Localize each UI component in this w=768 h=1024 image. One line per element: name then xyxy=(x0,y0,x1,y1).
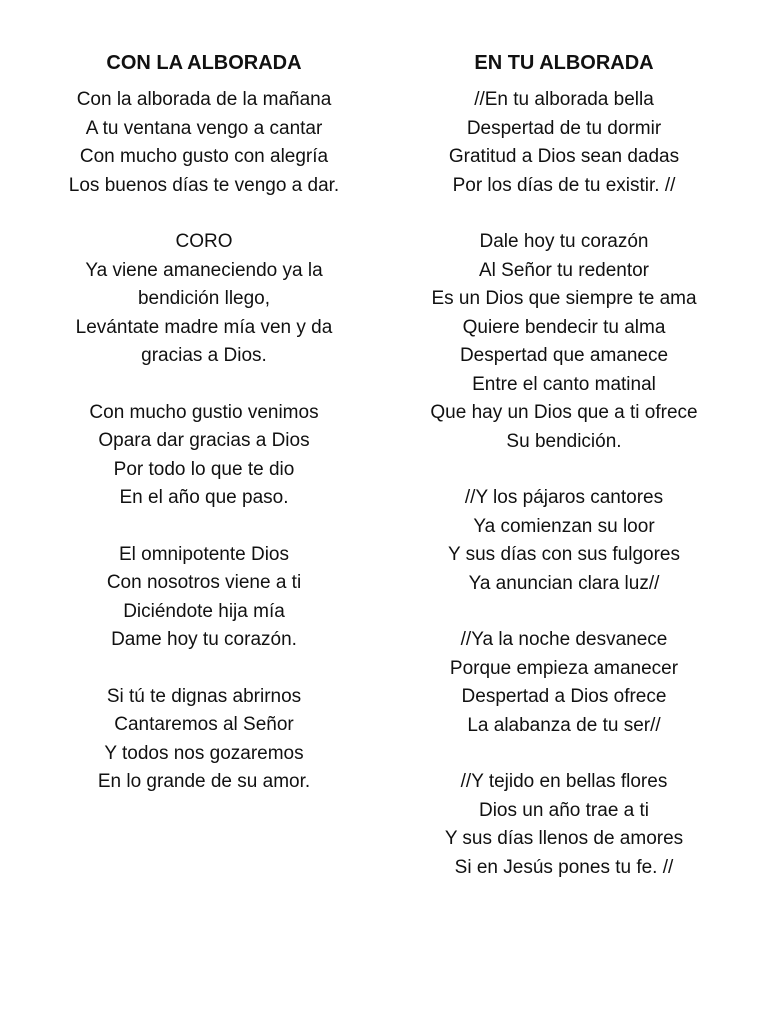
lyric-line: Ya comienzan su loor xyxy=(473,515,655,537)
lyric-line: Con mucho gustio venimos xyxy=(89,401,319,423)
lyric-line: Si tú te dignas abrirnos xyxy=(106,685,302,707)
lyric-line: Si en Jesús pones tu fe. // xyxy=(454,856,674,878)
lyric-line: Y sus días con sus fulgores xyxy=(448,544,680,565)
lyric-line: El omnipotente Dios xyxy=(118,543,290,565)
lyric-line: Y sus días llenos de amores xyxy=(444,828,684,849)
lyric-line: Por todo lo que te dio xyxy=(113,458,295,480)
stanza xyxy=(372,626,756,740)
stanza xyxy=(12,86,396,200)
song-title-right: EN TU ALBORADA xyxy=(474,52,654,74)
lyric-line: Los buenos días te vengo a dar. xyxy=(68,174,340,196)
lyric-line: Dale hoy tu corazón xyxy=(479,231,649,252)
lyric-line: Su bendición. xyxy=(506,430,622,452)
song-title-left: CON LA ALBORADA xyxy=(106,52,302,74)
lyric-line: Dios un año trae a ti xyxy=(478,799,650,821)
lyric-line: //Y tejido en bellas flores xyxy=(460,771,668,792)
lyric-line: CORO xyxy=(175,231,233,252)
stanza xyxy=(12,541,396,655)
song-column-left xyxy=(12,48,396,825)
lyric-line: bendición llego, xyxy=(137,288,271,309)
lyric-line: Opara dar gracias a Dios xyxy=(98,430,310,451)
lyric-line: //Y los pájaros cantores xyxy=(464,487,664,508)
song-column-right xyxy=(372,48,756,910)
lyric-line: Levántate madre mía ven y da xyxy=(75,316,333,338)
stanza xyxy=(12,399,396,513)
lyric-line: Gratitud a Dios sean dadas xyxy=(448,146,680,167)
lyric-line: Es un Dios que siempre te ama xyxy=(431,288,697,309)
lyric-line: Despertad que amanece xyxy=(459,345,669,366)
lyric-line: Despertad de tu dormir xyxy=(466,117,662,139)
lyric-line: gracias a Dios. xyxy=(141,345,267,366)
stanzas-right xyxy=(372,86,756,882)
lyric-line: Ya viene amaneciendo ya la xyxy=(85,259,323,281)
stanza xyxy=(372,228,756,456)
lyric-line: //En tu alborada bella xyxy=(474,89,654,110)
stanza xyxy=(12,683,396,797)
lyric-line: //Ya la noche desvanece xyxy=(460,629,668,650)
stanza xyxy=(12,228,396,371)
stanzas-left xyxy=(12,86,396,797)
lyric-line: Porque empieza amanecer xyxy=(449,657,679,679)
stanza xyxy=(372,86,756,200)
lyric-line: Ya anuncian clara luz// xyxy=(468,572,660,594)
stanza xyxy=(372,484,756,598)
lyric-line: Al Señor tu redentor xyxy=(478,259,650,281)
lyric-line: Cantaremos al Señor xyxy=(114,714,294,735)
lyric-line: Con nosotros viene a ti xyxy=(106,572,302,593)
lyric-line: En lo grande de su amor. xyxy=(97,771,311,792)
lyric-line: Quiere bendecir tu alma xyxy=(462,316,666,338)
lyric-line: Entre el canto matinal xyxy=(472,373,656,395)
lyric-line: A tu ventana vengo a cantar xyxy=(85,117,323,139)
lyric-line: La alabanza de tu ser// xyxy=(467,714,661,736)
lyric-line: Por los días de tu existir. // xyxy=(452,174,676,196)
lyric-line: Dame hoy tu corazón. xyxy=(111,629,297,650)
lyric-line: Con mucho gusto con alegría xyxy=(79,146,329,167)
lyric-line: Con la alborada de la mañana xyxy=(76,89,332,110)
stanza xyxy=(372,768,756,882)
lyric-line: Despertad a Dios ofrece xyxy=(461,686,667,707)
lyric-line: En el año que paso. xyxy=(119,487,289,508)
lyric-line: Y todos nos gozaremos xyxy=(104,742,304,764)
lyric-line: Diciéndote hija mía xyxy=(123,600,285,622)
lyric-line: Que hay un Dios que a ti ofrece xyxy=(430,402,698,423)
